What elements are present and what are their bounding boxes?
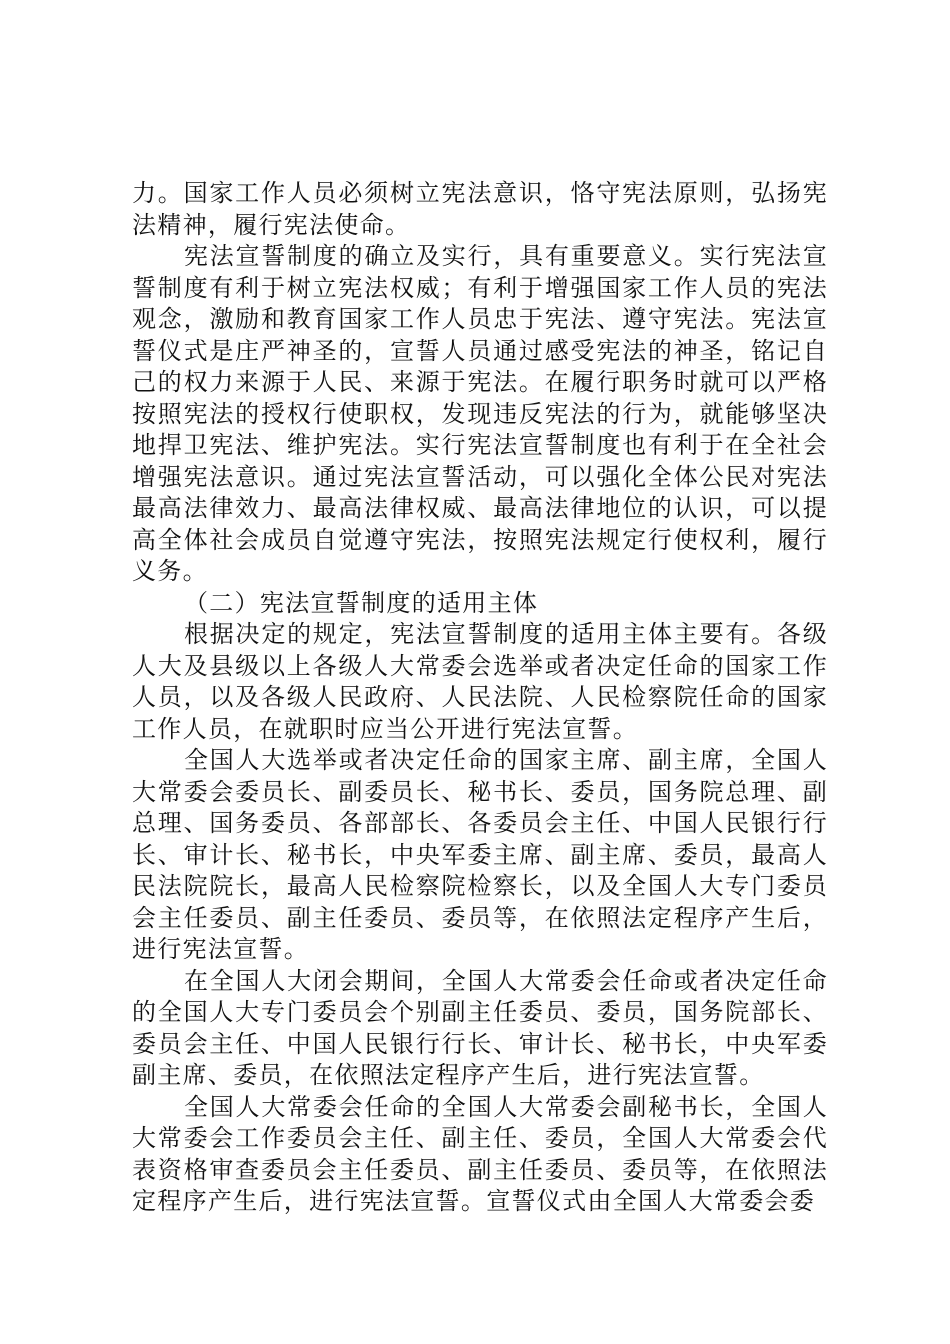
document-page xyxy=(132,178,828,1218)
paragraph-continuation: 力。国家工作人员必须树立宪法意识，恪守宪法原则，弘扬宪法精神，履行宪法使命。 xyxy=(132,179,828,239)
paragraph-decision-provisions: 根据决定的规定，宪法宣誓制度的适用主体主要有。各级人大及县级以上各级人大常委会选举或者决定任命的国家工作人员，以及各级人民政府、人民法院、人民检察院任命的国家工作人员，在就职时应当公开进行宪法宣誓。 xyxy=(132,620,828,743)
paragraph-npc-appointees: 全国人大选举或者决定任命的国家主席、副主席，全国人大常委会委员长、副委员长、秘书长、委员，国务院总理、副总理、国务委员、各部部长、各委员会主任、中国人民银行行长、审计长、秘书长，中央军委主席、副主席、委员，最高人民法院院长，最高人民检察院检察长，以及全国人大专门委员会主任委员、副主任委员、委员等，在依照法定程序产生后，进行宪法宣誓。 xyxy=(132,746,828,963)
paragraph-standing-committee-appointees: 全国人大常委会任命的全国人大常委会副秘书长，全国人大常委会工作委员会主任、副主任、委员，全国人大常委会代表资格审查委员会主任委员、副主任委员、委员等，在依照法定程序产生后，进行宪法宣誓。宣誓仪式由全国人大常委会委 xyxy=(132,1092,828,1215)
paragraph-significance: 宪法宣誓制度的确立及实行，具有重要意义。实行宪法宣誓制度有利于树立宪法权威；有利于增强国家工作人员的宪法观念，激励和教育国家工作人员忠于宪法、遵守宪法。宪法宣誓仪式是庄严神圣的，宣誓人员通过感受宪法的神圣，铭记自己的权力来源于人民、来源于宪法。在履行职务时就可以严格按照宪法的授权行使职权，发现违反宪法的行为，就能够坚决地捍卫宪法、维护宪法。实行宪法宣誓制度也有利于在全社会增强宪法意识。通过宪法宣誓活动，可以强化全体公民对宪法最高法律效力、最高法律权威、最高法律地位的认识，可以提高全体社会成员自觉遵守宪法，按照宪法规定行使权利，履行义务。 xyxy=(132,242,828,585)
section-heading-applicable-subjects: （二）宪法宣誓制度的适用主体 xyxy=(184,588,539,617)
paragraph-recess-appointees: 在全国人大闭会期间，全国人大常委会任命或者决定任命的全国人大专门委员会个别副主任委员、委员，国务院部长、委员会主任、中国人民银行行长、审计长、秘书长，中央军委副主席、委员，在依照法定程序产生后，进行宪法宣誓。 xyxy=(132,966,828,1089)
